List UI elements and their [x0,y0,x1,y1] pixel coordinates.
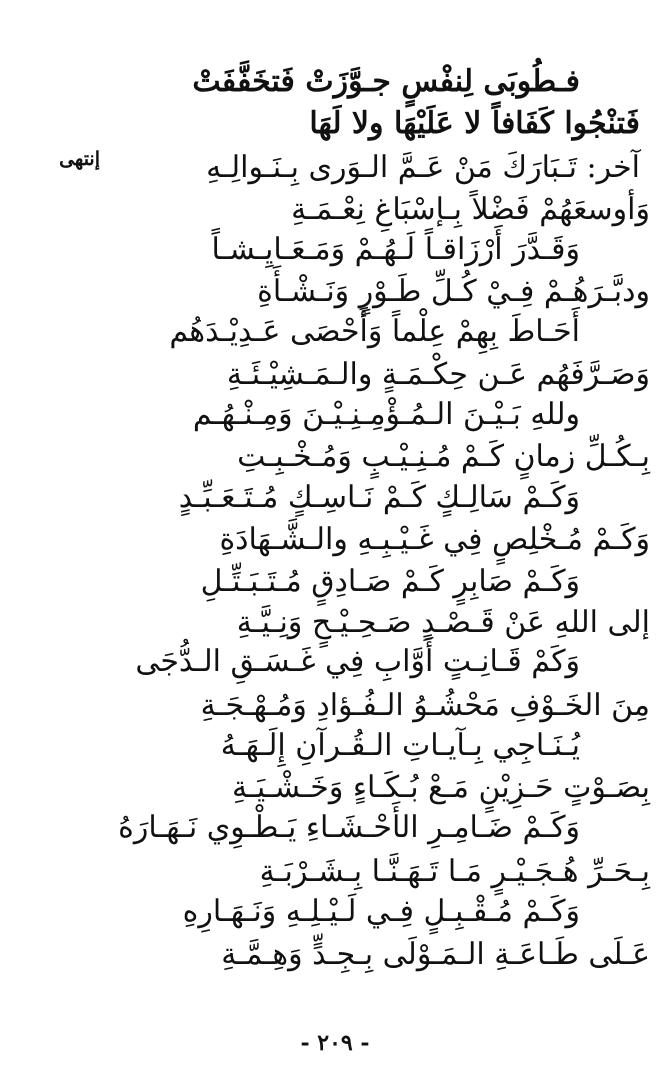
verse-line-5: وَقَـدَّرَ أَرْزَاقـاً لَـهُـمْ وَمَـعَـايِـشـاً [211,232,580,267]
verse-line-9: وللهِ بَـيْـنَ الـمُـؤْمِـنِـيْـنَ وَمِـنْـهُـم [192,397,580,432]
verse-line-22: عَـلَى طَـاعَـةِ الـمَـوْلَى بِـجِـدٍّ وَهِـمَّـةِ [221,937,650,972]
verse-line-10: بِـكُـلِّ زمانٍ كَـمْ مُـنِـيْـبٍ وَمُـخْـبِـتِ [237,439,650,474]
verse-line-4: وَأوسعَهُمْ فَضْلاً بِـإسْبَاغِ نِعْـمَـةِ [291,192,650,227]
end-note: إنتهى [59,148,100,170]
page-number: - ٢٠٩ - [300,1030,370,1056]
verse-line-1: فـطُوبَى لِنفْسٍ جـوَّزَتْ فَتخَفَّفَتْ [192,64,580,99]
verse-line-11: وَكَـمْ سَالِـكٍ كَـمْ نَـاسِـكٍ مُـتَـعَـبِّـدٍ [178,480,580,515]
verse-line-21: وَكَـمْ مُـقْـبِـلٍ فِـي لَـيْـلِـهِ وَنَـهَـارِهِ [182,894,580,929]
verse-line-7: أَحَـاطَ بِهِمْ عِلْماً وَأَحْصَى عَـدِيْـدَهُم [169,314,580,349]
verse-line-19: وَكَـمْ ضَـامِـرِ الأَحْـشَـاءِ يَـطْـوِي نَـهَـارَهُ [118,810,580,845]
verse-line-2: فَتنْجُوا كَفَافاً لا عَلَيْهَا ولا لَهَا [309,106,640,141]
verse-line-6: ودبَّـرَهُـمْ فِـيْ كُـلِّ طَـوْرٍ وَنَـشْـأَةِ [257,274,650,309]
verse-line-20: بِـحَـرِّ هُـجَـيْـرٍ مَـا تَـهَـنَّـا بِـشَـرْبَـةِ [259,854,650,889]
verse-line-17: يُـنَـاجِي بِـآيـاتِ الـقُـرآنِ إِلَـهَـهُ [220,728,580,763]
verse-line-12: وَكَـمْ مُـخْلِصٍ فِي غَـيْـبِـهِ والـشَّـهَادَةِ [219,522,650,557]
verse-line-14: إلى اللهِ عَنْ قَـصْـدٍ صَـحِـيْـحٍ وَنِـيَّـةِ [236,605,650,640]
verse-line-13: وَكَـمْ صَابِرٍ كَـمْ صَـادِقٍ مُـتَـبَـتِّـلِ [200,564,580,599]
verse-line-3: آخر: تَـبَارَكَ مَنْ عَـمَّ الـوَرى بِـنَـوالِـهِ [206,150,640,185]
verse-line-18: بِصَـوْتٍ حَـزِيْنٍ مَـعْ بُـكَـاءٍ وَخَـشْـيَـةِ [232,770,650,805]
verse-line-8: وَصَـرَّفَهُم عَـن حِكْـمَـةٍ والـمَـشِيْـئَـةِ [226,357,650,392]
verse-line-16: مِنَ الخَـوْفِ مَحْشُـوُ الـفُـؤادِ وَمُـهْـجَـةِ [200,688,650,723]
verse-line-15: وَكَمْ قَـانِـتٍ أَوَّابِ فِي غَـسَـقِ الـدُّجَى [135,644,580,679]
